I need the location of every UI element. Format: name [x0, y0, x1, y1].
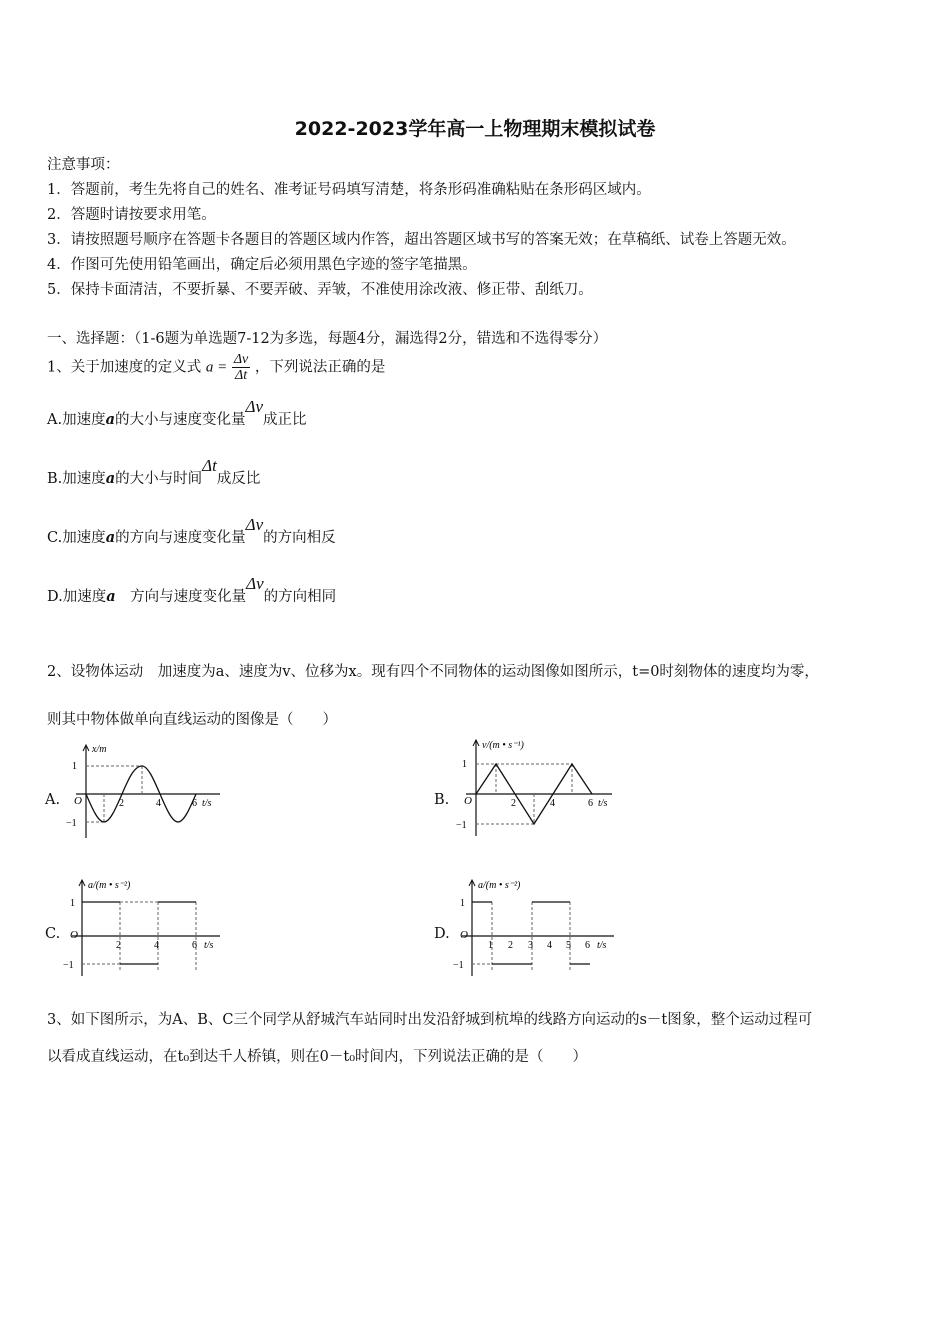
option-symbol: Δv — [246, 574, 264, 593]
y-tick: 1 — [72, 761, 77, 772]
option-text: 的方向相反 — [263, 530, 336, 546]
option-symbol: Δv — [245, 515, 264, 534]
formula-lhs: a = — [205, 359, 228, 376]
option-text: 的大小与速度变化量 — [115, 412, 246, 428]
x-tick: 3 — [528, 940, 533, 951]
formula-numerator: Δv — [233, 352, 249, 367]
x-axis-label: t/s — [598, 798, 608, 809]
x-axis-label: t/s — [202, 798, 212, 809]
y-axis-label: a/(m • s⁻²) — [88, 880, 131, 891]
option-a — [47, 397, 307, 429]
option-symbol: Δv — [245, 397, 264, 416]
section-heading: 一、选择题：（1-6题为单选题7-12为多选，每题4分，漏选得2分，错选和不选得零分） — [47, 331, 608, 347]
notice-item: 1．答题前，考生先将自己的姓名、准考证号码填写清楚，将条形码准确粘贴在条形码区域内。 — [47, 182, 651, 198]
option-var: a — [106, 588, 116, 605]
notice-heading: 注意事项： — [47, 157, 120, 173]
option-text: 加速度 — [62, 589, 107, 605]
formula-denominator: Δt — [234, 368, 248, 383]
option-label: B. — [47, 471, 63, 487]
graph-c — [62, 876, 232, 980]
option-label: D. — [47, 589, 63, 605]
question-1-suffix: ，下列说法正确的是 — [254, 359, 386, 376]
question-1-stem — [47, 352, 385, 383]
notice-item: 4．作图可先使用铅笔画出，确定后必须用黑色字迹的签字笔描黑。 — [47, 257, 477, 273]
option-text: 加速度 — [62, 412, 106, 428]
page-title: 2022-2023学年高一上物理期末模拟试卷 — [294, 118, 656, 140]
graph-c-label: C. — [45, 926, 61, 942]
option-text: 加速度 — [62, 471, 106, 487]
question-1-prefix: 1、关于加速度的定义式 — [47, 359, 202, 376]
x-tick: 4 — [547, 940, 552, 951]
x-tick: 6 — [192, 798, 197, 809]
graph-a-label: A. — [45, 792, 61, 808]
y-tick: −1 — [453, 960, 464, 971]
y-tick: 1 — [460, 898, 465, 909]
option-text: 的方向与速度变化量 — [115, 530, 246, 546]
formula-fraction — [232, 352, 250, 383]
y-tick: 1 — [462, 759, 467, 770]
x-tick: 2 — [511, 798, 516, 809]
x-tick: 6 — [588, 798, 593, 809]
question-2-line2: 则其中物体做单向直线运动的图像是（ ） — [47, 712, 337, 728]
x-tick: 4 — [550, 798, 555, 809]
option-text: 成正比 — [263, 412, 307, 428]
x-tick: 6 — [192, 940, 197, 951]
option-symbol: Δt — [202, 456, 217, 475]
graph-b-label: B. — [434, 792, 450, 808]
question-3-line2: 以看成直线运动，在t₀到达千人桥镇，则在0－t₀时间内，下列说法正确的是（ ） — [47, 1049, 588, 1065]
option-text: 的大小与时间 — [115, 471, 203, 487]
option-b — [47, 456, 261, 488]
question-3-line1: 3、如下图所示，为A、B、C三个同学从舒城汽车站同时出发沿舒城到杭埠的线路方向运动的s－t图象，整个运动过程可 — [47, 1012, 813, 1028]
x-tick: 6 — [585, 940, 590, 951]
notice-item: 2．答题时请按要求用笔。 — [47, 207, 216, 223]
graph-a — [62, 742, 232, 842]
option-text: 方向与速度变化量 — [115, 589, 247, 605]
graph-d — [452, 876, 632, 980]
option-label: C. — [47, 530, 63, 546]
option-label: A. — [47, 412, 63, 428]
question-2-line1: 2、设物体运动 加速度为a、速度为v、位移为x。现有四个不同物体的运动图像如图所示，t=0时刻物体的速度均为零， — [47, 664, 819, 680]
option-d — [47, 574, 337, 606]
y-axis-label: x/m — [92, 744, 107, 755]
option-text: 加速度 — [62, 530, 106, 546]
option-var: a — [105, 470, 116, 487]
x-tick: 2 — [119, 798, 124, 809]
x-tick: 2 — [508, 940, 513, 951]
option-var: a — [105, 411, 115, 428]
y-tick: −1 — [66, 818, 77, 829]
y-tick: 1 — [70, 898, 75, 909]
option-text: 的方向相同 — [263, 589, 337, 605]
origin-label: O — [464, 795, 472, 807]
y-tick: −1 — [456, 820, 467, 831]
x-tick: 2 — [116, 940, 121, 951]
x-axis-label: t/s — [204, 940, 214, 951]
option-var: a — [105, 529, 116, 546]
option-c — [47, 515, 336, 547]
x-tick: 4 — [154, 940, 159, 951]
origin-label: O — [70, 929, 78, 941]
notice-item: 3．请按照题号顺序在答题卡各题目的答题区域内作答，超出答题区域书写的答案无效；在草稿纸、试卷上答题无效。 — [47, 232, 796, 248]
y-tick: −1 — [63, 960, 74, 971]
x-tick: 1 — [488, 940, 493, 951]
y-axis-label: v/(m • s⁻¹) — [482, 740, 524, 751]
x-axis-label: t/s — [597, 940, 607, 951]
x-tick: 4 — [156, 798, 161, 809]
origin-label: O — [74, 795, 82, 807]
graph-d-label: D. — [434, 926, 450, 942]
notice-item: 5．保持卡面清洁，不要折暴、不要弄破、弄皱，不准使用涂改液、修正带、刮纸刀。 — [47, 282, 593, 298]
option-text: 成反比 — [216, 471, 261, 487]
origin-label: O — [460, 929, 468, 941]
y-axis-label: a/(m • s⁻²) — [478, 880, 521, 891]
x-tick: 5 — [566, 940, 571, 951]
graph-b — [452, 736, 632, 840]
